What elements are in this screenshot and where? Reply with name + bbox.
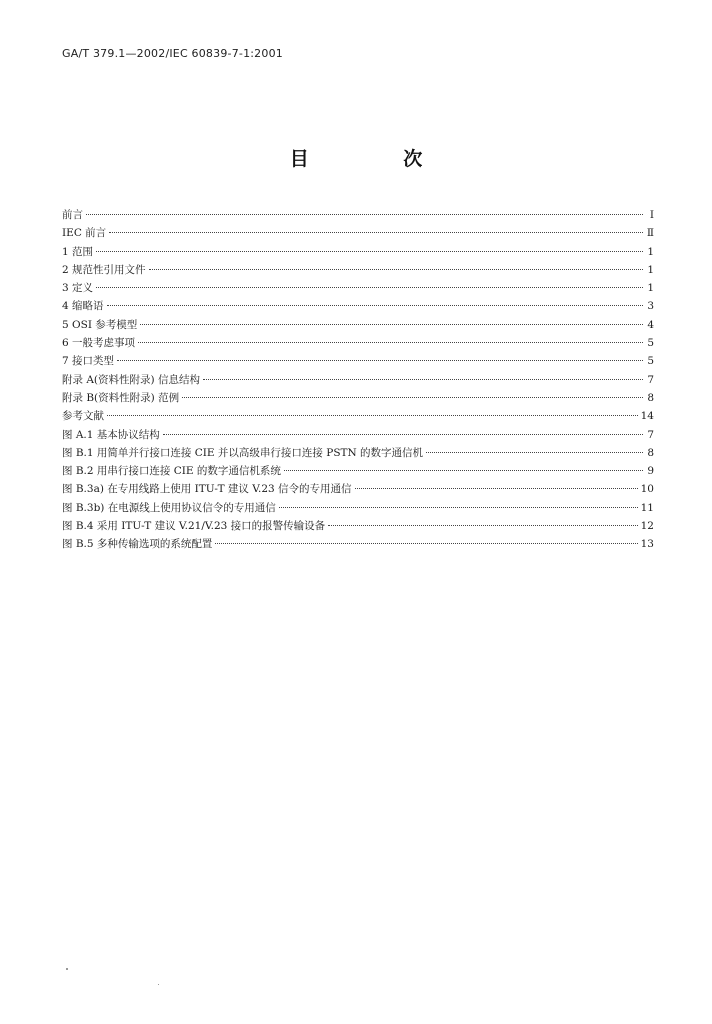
toc-entry-normative-references[interactable] xyxy=(62,261,654,279)
toc-entry-page: 5 xyxy=(647,355,654,368)
toc-entry-label: IEC 前言 xyxy=(62,227,107,240)
toc-entry-label: 图 B.3b) 在电源线上使用协议信令的专用通信 xyxy=(62,501,276,514)
toc-entry-scope[interactable] xyxy=(62,243,654,261)
dot-leader xyxy=(355,488,638,489)
toc-entry-page: 4 xyxy=(647,318,654,331)
toc-entry-label: 6 一般考虑事项 xyxy=(62,337,136,350)
toc-entry-figure-b3a[interactable] xyxy=(62,480,654,498)
toc-entry-label: 图 B.3a) 在专用线路上使用 ITU-T 建议 V.23 信令的专用通信 xyxy=(62,483,352,496)
dot-leader xyxy=(149,269,643,270)
dot-leader xyxy=(215,543,637,544)
toc-entry-label: 前言 xyxy=(62,209,83,221)
scan-speck xyxy=(66,968,68,970)
standard-number-header: GA/T 379.1—2002/IEC 60839-7-1:2001 xyxy=(62,47,283,60)
toc-entry-page: 9 xyxy=(647,465,654,478)
toc-entry-general-considerations[interactable] xyxy=(62,334,654,352)
dot-leader xyxy=(86,214,643,215)
toc-entry-page: 1 xyxy=(647,263,654,276)
dot-leader xyxy=(203,379,643,380)
toc-entry-figure-b2[interactable] xyxy=(62,462,654,480)
page-title: 目 次 xyxy=(289,148,467,170)
toc-entry-definitions[interactable] xyxy=(62,279,654,297)
dot-leader xyxy=(182,397,643,398)
scan-speck xyxy=(158,984,159,985)
toc-entry-label: 5 OSI 参考模型 xyxy=(62,318,138,331)
toc-entry-label: 图 B.5 多种传输选项的系统配置 xyxy=(62,538,213,551)
toc-entry-label: 2 规范性引用文件 xyxy=(62,263,146,276)
toc-entry-label: 附录 B(资料性附录) 范例 xyxy=(62,391,180,404)
toc-entry-page: Ⅰ xyxy=(649,209,654,221)
toc-entry-page: 13 xyxy=(640,538,654,551)
dot-leader xyxy=(96,287,643,288)
toc-entry-abbreviations[interactable] xyxy=(62,297,654,315)
dot-leader xyxy=(117,360,643,361)
toc-entry-label: 1 范围 xyxy=(62,245,94,258)
toc-entry-figure-b3b[interactable] xyxy=(62,499,654,517)
toc-entry-label: 参考文献 xyxy=(62,410,104,423)
toc-entry-page: 5 xyxy=(647,337,654,350)
dot-leader xyxy=(107,305,643,306)
toc-entry-figure-a1[interactable] xyxy=(62,426,654,444)
toc-entry-iec-preface[interactable] xyxy=(62,224,654,242)
dot-leader xyxy=(284,470,643,471)
toc-entry-annex-a[interactable] xyxy=(62,371,654,389)
toc-entry-label: 图 B.4 采用 ITU-T 建议 V.21/V.23 接口的报警传输设备 xyxy=(62,520,326,533)
toc-entry-page: 14 xyxy=(640,410,654,423)
toc-entry-figure-b4[interactable] xyxy=(62,517,654,535)
toc-entry-label: 3 定义 xyxy=(62,282,94,295)
dot-leader xyxy=(96,251,643,252)
toc-entry-page: 12 xyxy=(640,520,654,533)
toc-entry-figure-b1[interactable] xyxy=(62,444,654,462)
dot-leader xyxy=(163,434,643,435)
toc-entry-label: 7 接口类型 xyxy=(62,355,115,368)
table-of-contents xyxy=(62,206,654,554)
toc-entry-page: Ⅱ xyxy=(646,227,654,240)
toc-entry-page: 8 xyxy=(647,391,654,404)
dot-leader xyxy=(426,452,643,453)
toc-entry-page: 1 xyxy=(647,245,654,258)
toc-entry-page: 10 xyxy=(640,483,654,496)
toc-entry-label: 附录 A(资料性附录) 信息结构 xyxy=(62,373,200,386)
toc-entry-annex-b[interactable] xyxy=(62,389,654,407)
dot-leader xyxy=(109,232,643,233)
toc-entry-label: 图 B.1 用简单并行接口连接 CIE 并以高级串行接口连接 PSTN 的数字通信机 xyxy=(62,446,424,459)
toc-entry-page: 8 xyxy=(647,446,654,459)
dot-leader xyxy=(279,507,638,508)
toc-entry-interface-types[interactable] xyxy=(62,352,654,370)
toc-entry-label: 图 B.2 用串行接口连接 CIE 的数字通信机系统 xyxy=(62,465,281,478)
toc-entry-figure-b5[interactable] xyxy=(62,535,654,553)
dot-leader xyxy=(138,342,643,343)
dot-leader xyxy=(107,415,638,416)
toc-entry-bibliography[interactable] xyxy=(62,407,654,425)
toc-entry-page: 3 xyxy=(647,300,654,313)
toc-entry-page: 11 xyxy=(640,501,654,514)
toc-entry-label: 图 A.1 基本协议结构 xyxy=(62,428,160,441)
toc-entry-preface[interactable] xyxy=(62,206,654,224)
toc-entry-page: 1 xyxy=(647,282,654,295)
toc-entry-label: 4 缩略语 xyxy=(62,300,104,313)
dot-leader xyxy=(140,324,643,325)
toc-entry-page: 7 xyxy=(647,373,654,386)
dot-leader xyxy=(328,525,637,526)
toc-entry-osi-model[interactable] xyxy=(62,316,654,334)
toc-entry-page: 7 xyxy=(647,428,654,441)
